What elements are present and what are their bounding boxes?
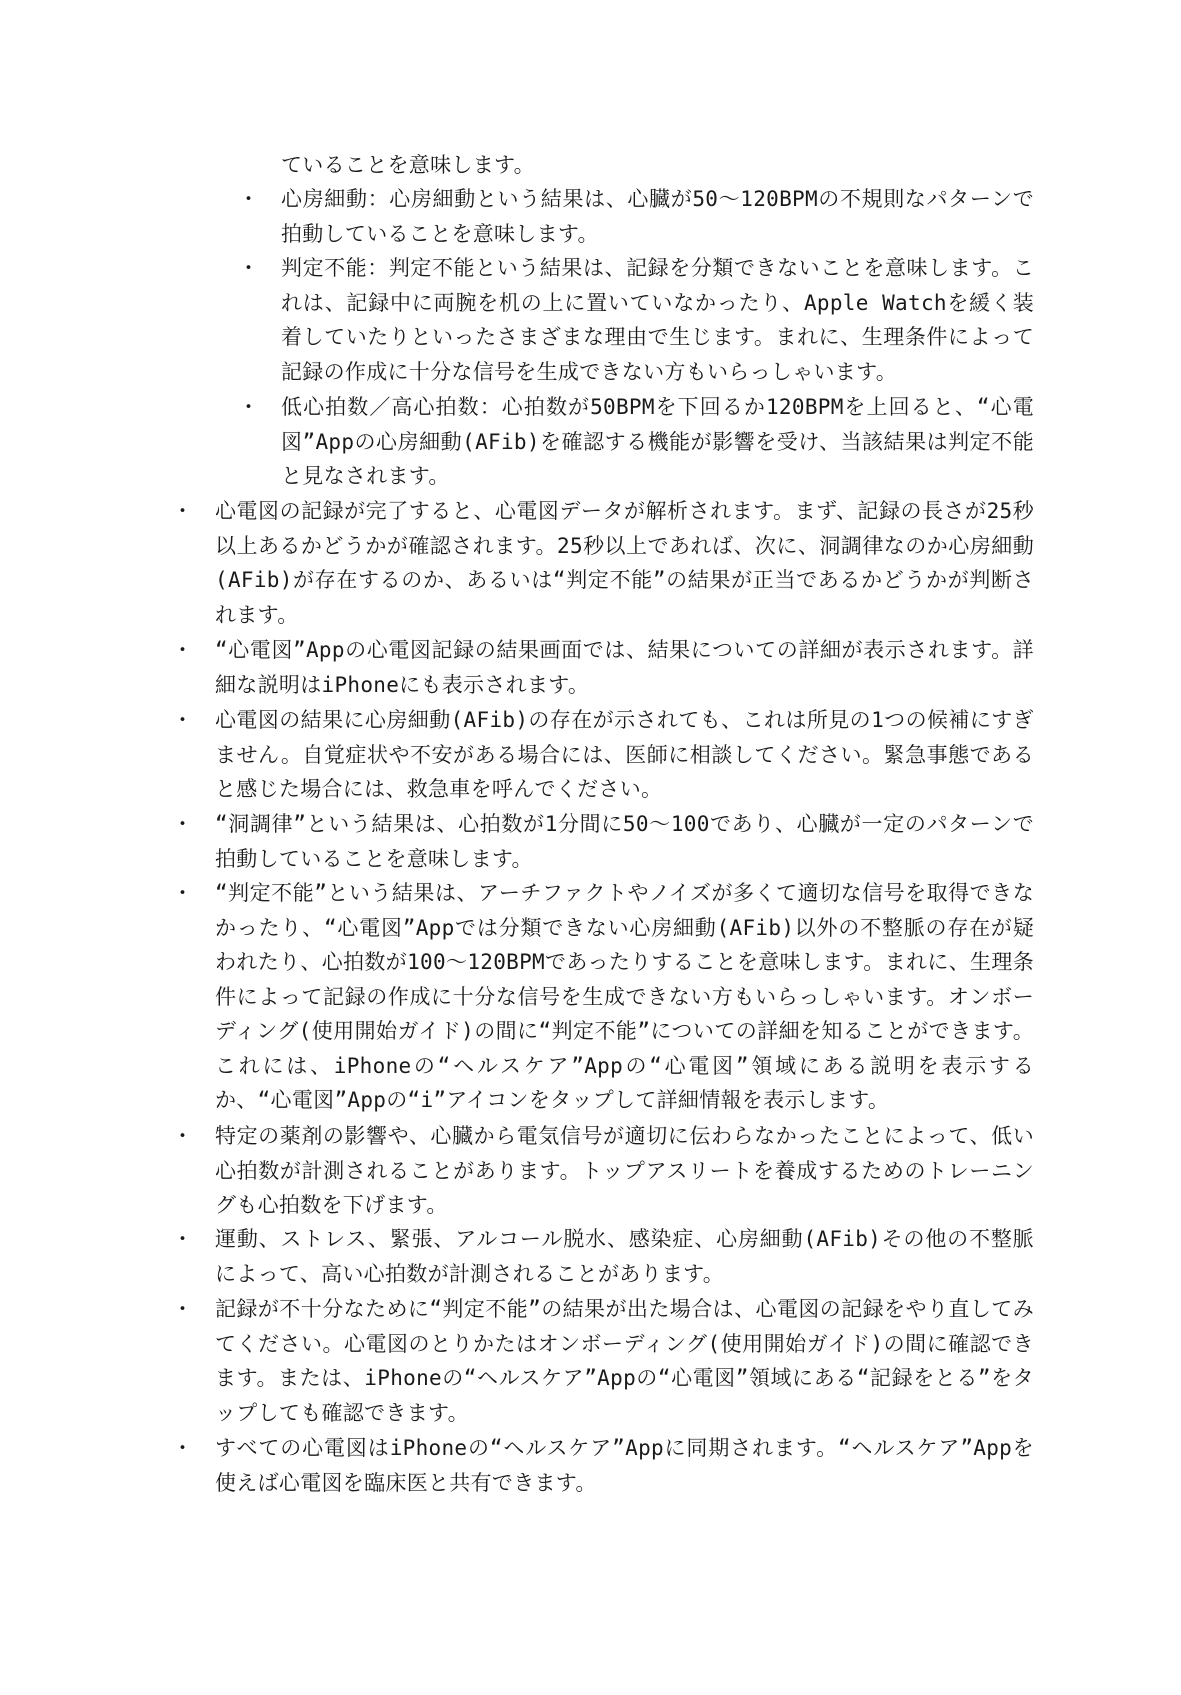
bullet-icon: ・: [172, 708, 193, 732]
sub-item-text: 心房細動：心房細動という結果は、心臓が50～120BPMの不規則なパターンで拍動していることを意味します。: [281, 187, 1034, 246]
bullet-icon: ・: [172, 1297, 193, 1321]
bullet-icon: ・: [238, 187, 259, 211]
sub-item-text: 判定不能：判定不能という結果は、記録を分類できないことを意味します。これは、記録中に両腕を机の上に置いていなかったり、Apple Watchを緩く装着していたりといったさまざまな理由で生じます。まれに、生理条件によって記録の作成に十分な信号を生成できない方もいらっしゃいます。: [281, 256, 1034, 384]
list-item-text: “洞調律”という結果は、心拍数が1分間に50～100であり、心臓が一定のパターンで拍動していることを意味します。: [215, 812, 1034, 871]
list-item-text: “心電図”Appの心電図記録の結果画面では、結果についての詳細が表示されます。詳細な説明はiPhoneにも表示されます。: [215, 638, 1034, 697]
bullet-icon: ・: [238, 256, 259, 280]
list-item-text: “判定不能”という結果は、アーチファクトやノイズが多くて適切な信号を取得できなかったり、“心電図”Appでは分類できない心房細動(AFib)以外の不整脈の存在が疑われたり、心拍数が100～120BPMであったりすることを意味します。まれに、生理条件によって記録の作成に十分な信号を生成できない方もいらっしゃいます。オンボーディング(使用開始ガイド)の間に“判定不能”についての詳細を知ることができます。これには、iPhoneの“ヘルスケア”Appの“心電図”領域にある説明を表示するか、“心電図”Appの“i”アイコンをタップして詳細情報を表示します。: [215, 881, 1034, 1112]
sub-item-text: 低心拍数／高心拍数：心拍数が50BPMを下回るか120BPMを上回ると、“心電図”Appの心房細動(AFib)を確認する機能が影響を受け、当該結果は判定不能と見なされます。: [281, 395, 1034, 488]
bullet-icon: ・: [172, 1227, 193, 1251]
bullet-icon: ・: [172, 638, 193, 662]
bullet-icon: ・: [172, 1124, 193, 1148]
list-item-text: 特定の薬剤の影響や、心臓から電気信号が適切に伝わらなかったことによって、低い心拍数が計測されることがあります。トップアスリートを養成するためのトレーニングも心拍数を下げます。: [215, 1124, 1034, 1217]
bullet-icon: ・: [172, 499, 193, 523]
bullet-icon: ・: [172, 812, 193, 836]
list-item-text: 心電図の記録が完了すると、心電図データが解析されます。まず、記録の長さが25秒以上あるかどうかが確認されます。25秒以上であれば、次に、洞調律なのか心房細動(AFib)が存在するのか、あるいは“判定不能”の結果が正当であるかどうかが判断されます。: [215, 499, 1034, 627]
bullet-icon: ・: [172, 1436, 193, 1460]
bullet-icon: ・: [172, 881, 193, 905]
list-item-text: 心電図の結果に心房細動(AFib)の存在が示されても、これは所見の1つの候補にすぎません。自覚症状や不安がある場合には、医師に相談してください。緊急事態であると感じた場合には、救急車を呼んでください。: [215, 708, 1034, 801]
list-item-text: 記録が不十分なために“判定不能”の結果が出た場合は、心電図の記録をやり直してみてください。心電図のとりかたはオンボーディング(使用開始ガイド)の間に確認できます。または、iPhoneの“ヘルスケア”Appの“心電図”領域にある“記録をとる”をタップしても確認できます。: [215, 1297, 1034, 1425]
list-item-text: 運動、ストレス、緊張、アルコール脱水、感染症、心房細動(AFib)その他の不整脈によって、高い心拍数が計測されることがあります。: [215, 1227, 1034, 1286]
bullet-icon: ・: [238, 395, 259, 419]
continuation-text: ていることを意味します。: [281, 153, 535, 177]
list-item-text: すべての心電図はiPhoneの“ヘルスケア”Appに同期されます。“ヘルスケア”Appを使えば心電図を臨床医と共有できます。: [215, 1436, 1034, 1495]
